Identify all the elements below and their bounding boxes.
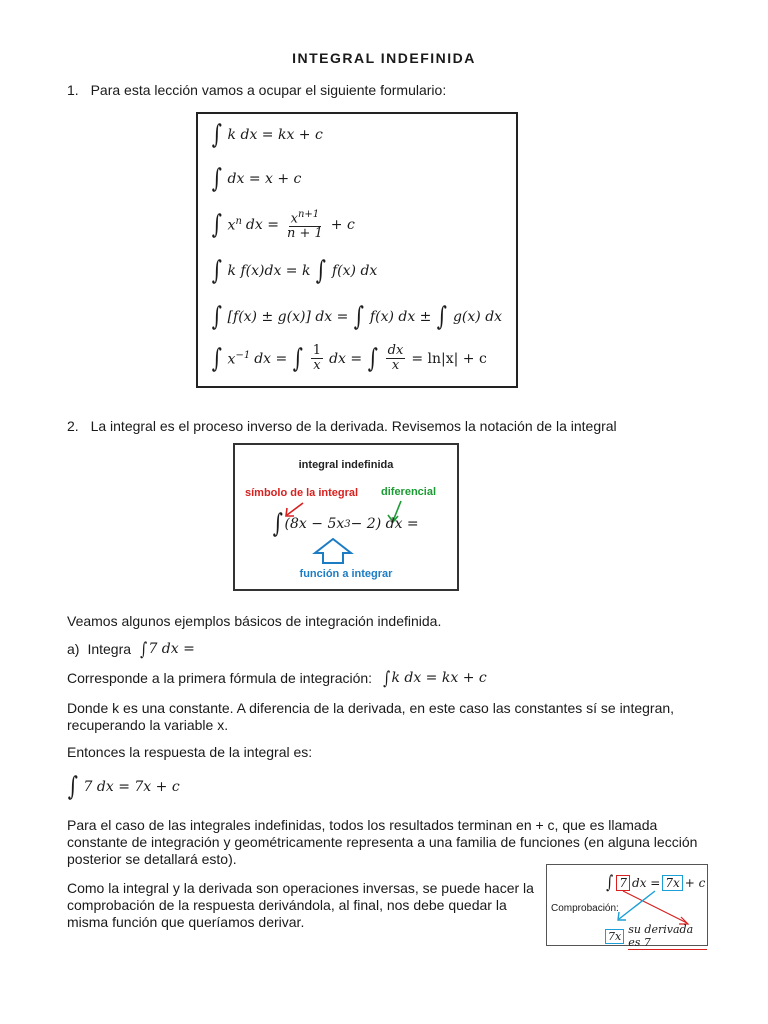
corresponde-math: [382, 670, 487, 687]
item-1-number: 1.: [67, 82, 79, 98]
integral-sign: ∫: [606, 872, 614, 893]
integral-sign: ∫: [272, 509, 283, 539]
formula-3: [210, 208, 355, 241]
notation-formula: [271, 511, 419, 537]
check-bottom: [605, 923, 707, 950]
differential-label: diferencial: [381, 486, 437, 498]
check-diagram: [546, 864, 708, 949]
formula-box: [196, 112, 518, 388]
formula-6-base: x: [227, 351, 236, 368]
formula-2: [210, 166, 301, 192]
example-a-math: [139, 641, 195, 658]
formula-4-left: k f(x)dx = k: [227, 263, 311, 279]
integral-sign: ∫: [437, 302, 448, 332]
corresponde-text: Corresponde a la primera fórmula de integración:: [67, 670, 373, 686]
example-a: [67, 641, 195, 658]
formula-3-num-exp: n+1: [297, 209, 320, 220]
integral-sign: ∫: [67, 772, 78, 802]
formula-2-text: dx = x + c: [227, 171, 302, 187]
integral-sign: ∫: [367, 343, 378, 374]
como-paragraph: Como la integral y la derivada son operaciones inversas, se puede hacer la comprobación de la respuesta derivándola, al final, nos debe quedar la misma función que queríamos derivar.: [67, 880, 534, 930]
entonces-paragraph: Entonces la respuesta de la integral es:: [67, 744, 313, 760]
item-2-text: La integral es el proceso inverso de la derivada. Revisemos la notación de la integral: [90, 418, 617, 434]
item-2-number: 2.: [67, 418, 79, 434]
check-plus-c: + c: [684, 875, 706, 890]
red-check-arrow-icon: [623, 891, 687, 923]
check-bottom-7x: 7x: [605, 929, 624, 944]
check-seven: 7: [616, 875, 630, 891]
check-seven-x: 7x: [662, 875, 682, 891]
formula-3-den: n + 1: [286, 226, 323, 242]
notation-formula-start: (8x − 5x: [284, 516, 345, 532]
blue-up-arrow-icon: [315, 539, 351, 563]
formula-6-right: = ln|x| + c: [411, 350, 487, 367]
formula-6-frac1-den: x: [313, 358, 321, 373]
integral-sign: ∫: [140, 639, 148, 660]
example-a-text: Integra: [87, 641, 132, 657]
answer: [66, 774, 180, 800]
notation-title: integral indefinida: [298, 459, 394, 471]
notation-formula-end: − 2) dx =: [350, 516, 419, 532]
formula-3-right: + c: [330, 216, 355, 233]
formula-1-text: k dx = kx + c: [227, 127, 323, 143]
formula-6-mid2: dx =: [329, 350, 363, 367]
page-title: INTEGRAL INDEFINIDA: [292, 50, 476, 66]
formula-6-exp: −1: [235, 349, 251, 361]
formula-4: [210, 258, 377, 284]
formula-3-mid: dx =: [245, 216, 279, 233]
formula-6-fraction-2: [386, 344, 406, 373]
item-1-text: Para esta lección vamos a ocupar el siguiente formulario:: [90, 82, 447, 98]
formula-4-right: f(x) dx: [332, 263, 378, 279]
formula-3-exp: n: [235, 215, 242, 227]
integral-sign: ∫: [211, 164, 222, 194]
formula-6-fraction-1: [311, 344, 323, 373]
check-derivada: su derivada es 7: [628, 923, 707, 950]
notation-formula-exp: 3: [344, 518, 351, 530]
formula-3-base: x: [227, 217, 236, 234]
item-1: [67, 82, 446, 99]
example-a-expression: 7 dx =: [148, 641, 195, 657]
para-caso-paragraph: Para el caso de las integrales indefinidas, todos los resultados terminan en + c, que es llamada constante de integración y geométricamente representa a una familia de funciones (en alguna lección posterior se detallará esto).: [67, 817, 698, 867]
integral-sign: ∫: [292, 343, 304, 374]
example-a-label: a): [67, 641, 80, 657]
formula-1: [210, 122, 323, 148]
integral-sign: ∫: [211, 302, 222, 332]
integral-sign: ∫: [211, 209, 222, 240]
notation-diagram: [233, 443, 459, 591]
donde-paragraph: Donde k es una constante. A diferencia de la derivada, en este caso las constantes sí se integran, recuperando la variable x.: [67, 700, 675, 733]
integral-sign: ∫: [211, 120, 222, 150]
integral-symbol-label: símbolo de la integral: [245, 487, 359, 499]
formula-5-right: g(x) dx: [452, 309, 503, 325]
formula-5-left: [f(x) ± g(x)] dx =: [227, 309, 349, 325]
formula-6: [210, 344, 487, 373]
answer-expression: 7 dx = 7x + c: [83, 779, 180, 795]
corresponde-expression: k dx = kx + c: [391, 670, 487, 686]
check-dx: dx =: [632, 875, 661, 890]
formula-5-mid: f(x) dx ±: [369, 309, 432, 325]
integral-sign: ∫: [316, 256, 327, 286]
integral-sign: ∫: [383, 668, 391, 689]
formula-6-mid: dx =: [254, 350, 288, 367]
integral-sign: ∫: [354, 302, 365, 332]
formula-3-num: x: [290, 211, 298, 227]
formula-3-fraction: [285, 208, 325, 241]
function-label: función a integrar: [299, 568, 393, 580]
blue-check-arrow-icon: [619, 891, 655, 919]
formula-5: [210, 304, 502, 330]
item-2: [67, 418, 617, 435]
formula-6-frac1-num: 1: [312, 343, 322, 358]
formula-6-frac2-num: dx: [387, 343, 404, 358]
check-label: Comprobación:: [551, 903, 619, 914]
examples-intro: Veamos algunos ejemplos básicos de integración indefinida.: [67, 613, 442, 629]
formula-6-frac2-den: x: [391, 358, 400, 373]
corresponde: [67, 670, 487, 687]
integral-sign: ∫: [211, 256, 222, 286]
integral-sign: ∫: [211, 343, 222, 374]
